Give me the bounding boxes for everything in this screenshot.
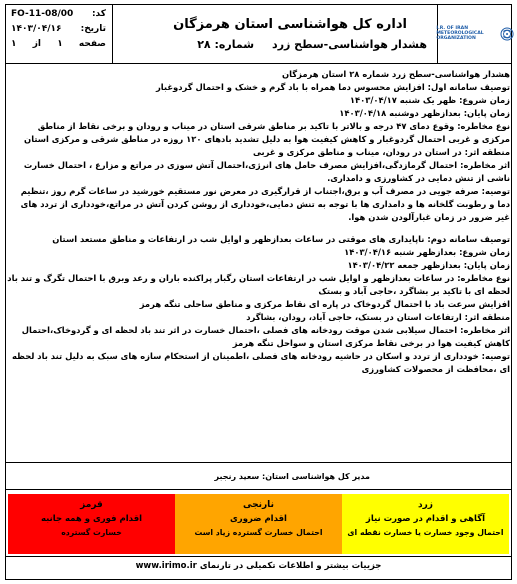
s1-area: در استان در رودان، میناب و مناطق مرکزی و غربی (253, 147, 465, 157)
s1-end-line (7, 107, 510, 120)
alert-red (8, 494, 175, 554)
code-value: FO-11-08/00 (11, 9, 74, 19)
alert-yellow (342, 494, 509, 554)
alert-orange-desc: احتمال خسارت گسترده زیاد است (194, 528, 323, 537)
s1-start: ظهر یک شنبه ۱۴۰۳/۰۴/۱۷ (349, 95, 460, 105)
document-meta (5, 4, 113, 63)
date-label: تاریخ: (80, 24, 106, 34)
s2-type: در ساعات بعدازظهر و اوایل شب در ارتفاعات استان رگبار پراکنده باران و رعد وبرق با احتمال تگرگ و تند باد لحظه ای با تاکید بر بشاگرد ،حاجی آباد و بستک (7, 273, 510, 296)
page-num: ۱ (57, 39, 63, 49)
s2-effect-line (7, 324, 510, 350)
s1-start-line (7, 94, 510, 107)
s2-start-label: زمان شروع: (459, 247, 510, 257)
s1-title-text: افزایش محسوس دما همراه با باد گرم و خشک و احتمال گردوغبار (155, 82, 428, 92)
page-label: صفحه (78, 39, 106, 49)
code-row (11, 9, 106, 19)
s2-end-label: زمان پایان: (463, 260, 510, 270)
doc-heading: هشدار هواشناسی-سطح زرد شماره ۲۸ استان هرمزگان (281, 69, 510, 79)
alert-red-action: اقدام فوری و همه جانبه (40, 514, 143, 524)
alert-yellow-action: آگاهی و اقدام در صورت نیاز (365, 514, 486, 524)
page-row (11, 39, 106, 49)
date-value: ۱۴۰۳/۰۴/۱۶ (11, 24, 62, 34)
alert-red-desc: خسارت گسترده (61, 528, 122, 537)
document-header (5, 4, 512, 64)
alert-orange-action: اقدام ضروری (230, 514, 287, 524)
s1-effect: احتمال گرمازدگی،افزایش مصرف حامل های انرژی،احتمال آتش سوزی در مراتع و مزارع ، احتمال خسارت ناشی از تنش دمایی در کشاورزی و دامداری. (23, 160, 510, 183)
warning-content (7, 68, 510, 376)
date-row (11, 24, 106, 34)
header-titles (113, 4, 437, 63)
s1-effect-label: اثر مخاطره: (460, 160, 510, 170)
s2-effect-label: اثر مخاطره: (460, 325, 510, 335)
s1-title-line (7, 81, 510, 94)
s1-type-label: نوع مخاطره: (457, 121, 510, 131)
page-of: از (32, 39, 41, 49)
s2-type2-line: افزایش سرعت باد با احتمال گردوخاک در پاره ای نقاط مرکزی و مناطق ساحلی تنگه هرمز (139, 299, 510, 309)
page-total: ۱ (11, 39, 17, 49)
s1-advice: صرفه جویی در مصرف آب و برق،اجتناب از قرارگیری در معرض نور مستقیم خورشید در ساعات گرم روز ،تنظیم دما و رطوبت گلخانه ها و دامداری ها با توجه به تنش دمایی،خودداری از روشن کردن آتش در مراتع،خودداری از تردد های غیر ضرور در زمان غبارآلودن شدن هوا. (20, 186, 510, 222)
s2-advice-line (7, 350, 510, 376)
footer (5, 556, 512, 578)
warning-number: شماره: ۲۸ (197, 37, 255, 51)
s2-area-label: منطقه اثر: (464, 312, 510, 322)
footer-text: جزییات بیشتر و اطلاعات تکمیلی در تارنمای www.irimo.ir (135, 561, 382, 571)
alert-orange (175, 494, 342, 554)
s1-end-label: زمان پایان: (463, 108, 510, 118)
org-title: اداره کل هواشناسی استان هرمزگان (173, 16, 407, 32)
alert-yellow-desc: احتمال وجود خسارت یا خسارت نقطه ای (347, 528, 504, 537)
s1-area-label: منطقه اثر: (464, 147, 510, 157)
logo (437, 4, 512, 63)
alert-yellow-title: زرد (418, 500, 433, 510)
alert-red-title: قرمز (80, 500, 103, 510)
logo-box (436, 19, 513, 49)
s1-end: بعدازظهر دوشنبه ۱۴۰۳/۰۴/۱۸ (339, 108, 464, 118)
s1-type: وقوع دمای ۴۷ درجه و بالاتر با تاکید بر مناطق شرقی استان در میناب و رودان و برخی نقاط از مناطق مرکزی و غربی احتمال گردوغبار و کاهش کیفیت هوا به دلیل تشدید بادهای ۱۲۰ روزه در مناطق شرقی و مرکزی استان (24, 121, 510, 144)
s2-type-label: نوع مخاطره: (457, 273, 510, 283)
s2-start: بعدازظهر شنبه ۱۴۰۳/۰۴/۱۶ (344, 247, 460, 257)
signature-text: مدیر کل هواشناسی استان: سعید رنجبر (214, 471, 370, 481)
s2-title-text: ناپایداری های موقتی در ساعات بعدازظهر و اوایل شب در ارتفاعات و مناطق مستعد استان (52, 234, 428, 244)
s1-advice-line (7, 185, 510, 224)
s1-title-label: توصیف سامانه اول: (427, 82, 510, 92)
alert-level-legend (8, 494, 509, 554)
s2-end: بعدازظهر جمعه ۱۴۰۳/۰۴/۲۲ (347, 260, 464, 270)
s1-start-label: زمان شروع: (459, 95, 510, 105)
alert-orange-title: نارنجی (243, 500, 274, 510)
meteorological-logo-icon (500, 19, 514, 49)
s2-title-line (7, 233, 510, 246)
s2-end-line (7, 259, 510, 272)
warning-title-row (113, 38, 427, 51)
s1-advice-label: توصیه: (481, 186, 510, 196)
s1-type-line (7, 120, 510, 146)
logo-text: I.R. OF IRAN METEOROLOGICAL ORGANIZATION (436, 25, 484, 42)
warning-title: هشدار هواشناسی-سطح زرد (272, 37, 427, 51)
s2-start-line (7, 246, 510, 259)
s2-effect: احتمال سیلابی شدن موقت رودخانه های فصلی ،احتمال خسارت در اثر تند باد لحظه ای و گردوخاک،احتمال کاهش کیفیت هوا در برخی نقاط مرکزی استان و سواحل تنگه هرمز (21, 325, 510, 348)
s2-title-label: توصیف سامانه دوم: (427, 234, 510, 244)
section-gap (7, 224, 510, 233)
signature-row (5, 462, 512, 490)
s1-area-line (7, 146, 510, 159)
s2-type-line (7, 272, 510, 298)
s2-advice-label: توصیه: (481, 351, 510, 361)
s1-effect-line (7, 159, 510, 185)
code-label: کد: (91, 9, 106, 19)
s2-advice: خودداری از تردد و اسکان در حاشیه رودخانه های فصلی ،اطمینان از استحکام سازه های سبک به دلیل تند باد لحظه ای ،محافظت از محصولات کشاورزی (11, 351, 510, 374)
s2-area: ارتفاعات استان در بستک، حاجی آباد، رودان، بشاگرد (246, 312, 465, 322)
s2-area-line (7, 311, 510, 324)
